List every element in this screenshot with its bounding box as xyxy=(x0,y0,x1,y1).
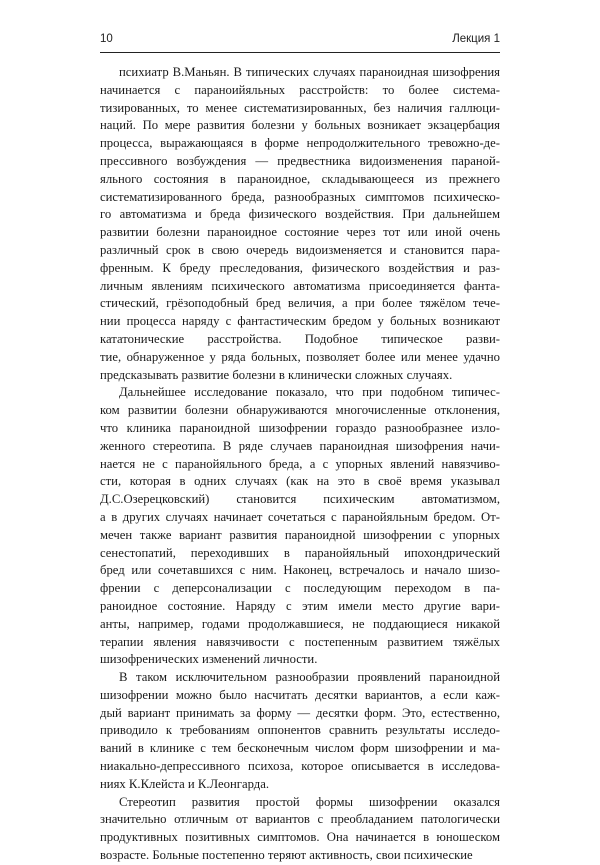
text-line: значительно отличным от вариантов с преобладанием патологически xyxy=(100,812,500,827)
running-head xyxy=(100,33,500,49)
text-line: френным. К бреду преследования, физического воздействия и раз- xyxy=(100,260,500,275)
text-line: нается не с паранойяльного бреда, а с упорных явлений навязчиво- xyxy=(100,456,500,471)
text-line: Стереотип развития простой формы шизофрении оказался xyxy=(119,794,500,809)
text-line: мечен также вариант развития параноидной шизофрении с упорных xyxy=(100,527,500,542)
text-line: систематизированного бреда, разнообразных симптомов психическо- xyxy=(100,189,500,204)
paragraph xyxy=(100,794,500,865)
text-line: тизированных, то менее систематизированных, без наличия галлюци- xyxy=(100,100,500,115)
text-line: развитии болезни параноидное состояние через тот или иной очень xyxy=(100,225,500,240)
text-line: продуктивных позитивных симптомов. Она начинается в юношеском xyxy=(100,830,500,845)
text-line: предсказывать развитие болезни в клинически сложных случаях. xyxy=(100,367,453,382)
text-line: френии с деперсонализации с последующим переходом в па- xyxy=(100,581,500,596)
text-line: сти, которая в одних случаях (как на это в своё время указывал xyxy=(100,474,500,489)
text-line: яльного состояния в параноидное, складывающееся из прежнего xyxy=(100,171,500,186)
text-line: а в других случаях начинает сочетаться с паранойяльным бредом. От- xyxy=(100,509,500,524)
text-line: тие, обнаруженное у ряда больных, позволяет более или менее удачно xyxy=(100,349,500,364)
text-line: приводило к требованиям оппонентов сравнить результаты исследо- xyxy=(100,723,500,738)
text-line: Дальнейшее исследование показало, что при подобном типичес- xyxy=(119,385,500,400)
text-line: ниакально-депрессивного психоза, которое описывается в исследова- xyxy=(100,759,500,774)
text-line: раноидное состояние. Наряду с этим имели место другие вари- xyxy=(100,598,500,613)
text-line: психиатр В.Маньян. В типических случаях параноидная шизофрения xyxy=(119,65,500,79)
text-line: личным явлениям психического автоматизма присоединяется фанта- xyxy=(100,278,500,293)
text-line: женного стереотипа. В ряде случаев параноидная шизофрения начи- xyxy=(100,438,500,453)
text-line: наций. По мере развития болезни у больных возникает экзацербация xyxy=(100,118,500,133)
paragraph xyxy=(100,384,500,669)
text-line: что клиника параноидной шизофрении гораздо разнообразнее изло- xyxy=(100,420,500,435)
text-line: В таком исключительном разнообразии проявлений параноидной xyxy=(119,670,500,685)
text-line: дый вариант принимать за форму — десятки форм. Это, естественно, xyxy=(100,705,500,720)
text-line: бред или сочетавшихся с ним. Наконец, встречалось и начало шизо- xyxy=(100,563,500,578)
text-line: го автоматизма и бреда физического воздействия. При дальнейшем xyxy=(100,207,500,222)
header-rule xyxy=(100,52,500,53)
text-line: ниях К.Клейста и К.Леонгарда. xyxy=(100,776,270,791)
text-line: Д.С.Озерецковский) становится психическим автоматизмом, xyxy=(100,492,500,507)
text-line: нии процесса наряду с фантастическим бредом у больных возникают xyxy=(100,314,500,329)
text-line: стический, грёзоподобный бред величия, а при более тяжёлом тече- xyxy=(100,296,500,311)
text-line: ком развитии болезни обнаруживаются многочисленные отклонения, xyxy=(100,403,500,418)
text-line: ваний в клинике с тем бесконечным числом форм шизофрении и ма- xyxy=(100,741,500,756)
text-line: шизофренических изменений личности. xyxy=(100,652,318,667)
text-line: кататонические расстройства. Подобное типическое разви- xyxy=(100,331,500,346)
text-line: процесса, выражающаяся в форме непродолжительного тревожно-де- xyxy=(100,136,500,151)
page-number: 10 xyxy=(100,33,113,45)
text-line: шизофрении можно было насчитать десятки вариантов, а если каж- xyxy=(100,687,500,702)
body-text xyxy=(100,64,500,865)
lecture-label: Лекция 1 xyxy=(452,33,500,45)
text-line: анты, например, годами продолжавшиеся, не поддающиеся никакой xyxy=(100,616,500,631)
paragraph xyxy=(100,669,500,794)
text-line: различный срок в свою очередь видоизменяется и становится пара- xyxy=(100,242,500,257)
text-line: возрасте. Больные постепенно теряют активность, свои психические xyxy=(100,848,473,863)
text-line: начинается с параноийяльных расстройств: то более система- xyxy=(100,82,500,97)
text-line: терапии явления навязчивости с постепенным развитием тяжёлых xyxy=(100,634,500,649)
text-line: сенестопатий, переходивших в паранойяльный ипохондрический xyxy=(100,545,500,560)
text-line: прессивного возбуждения — предвестника видоизменения параной- xyxy=(100,153,500,168)
paragraph xyxy=(100,64,500,384)
